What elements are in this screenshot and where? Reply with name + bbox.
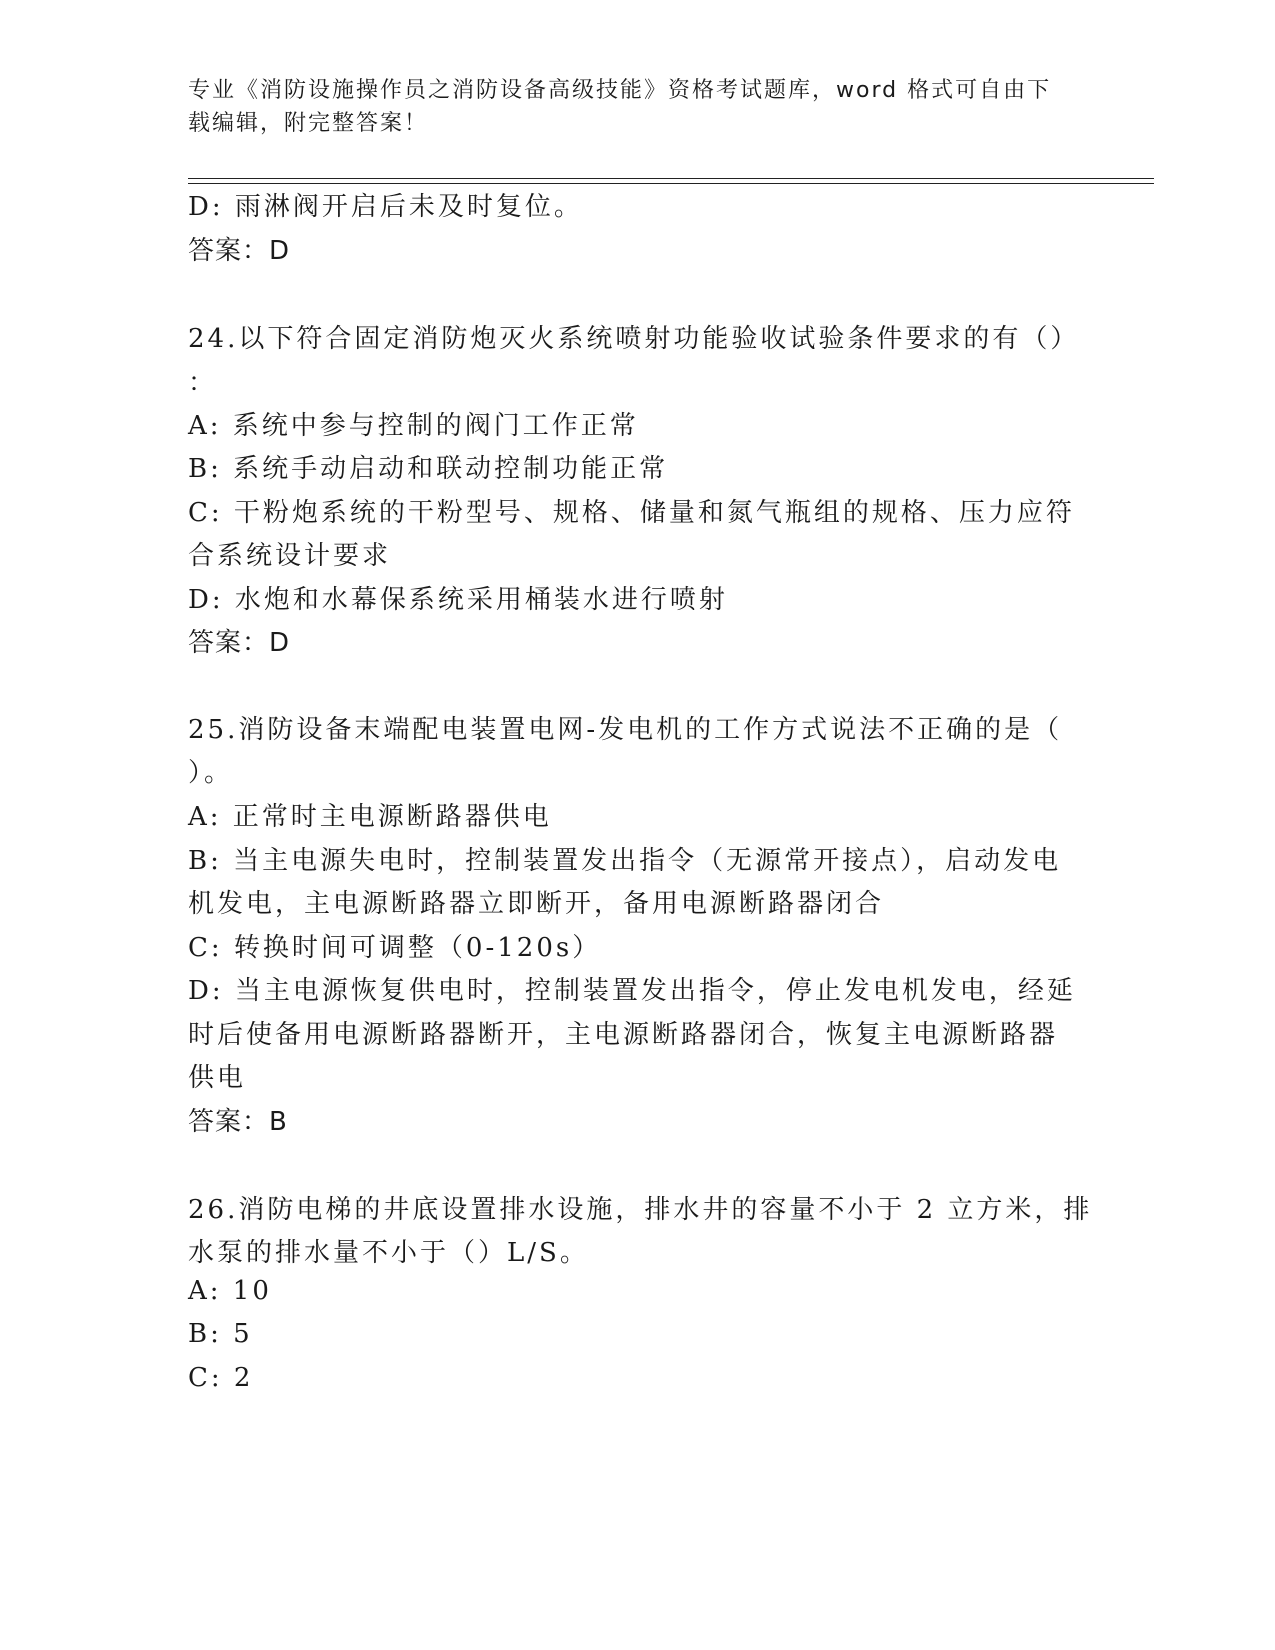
prev-option-d: D: 雨淋阀开启后未及时复位。 [188, 192, 583, 222]
q25-option-d-line-2: 时后使备用电源断路器断开，主电源断路器闭合，恢复主电源断路器 [188, 1020, 1059, 1050]
q24-stem-line-1: 24.以下符合固定消防炮灭火系统喷射功能验收试验条件要求的有（） [188, 324, 1080, 354]
q24-stem-line-2: ： [188, 368, 218, 398]
q25-option-b-line-1: B: 当主电源失电时，控制装置发出指令（无源常开接点），启动发电 [188, 846, 1062, 876]
q25-stem-line-2: ）。 [188, 758, 234, 788]
q24-answer: 答案：D [188, 628, 291, 658]
prev-answer: 答案：D [188, 236, 291, 266]
q26-option-c: C: 2 [188, 1363, 254, 1393]
q26-option-a: A: 10 [188, 1276, 272, 1306]
q25-option-c: C: 转换时间可调整（0-120s） [188, 933, 602, 963]
q24-option-c-line-2: 合系统设计要求 [188, 541, 392, 571]
q25-option-d-line-1: D: 当主电源恢复供电时，控制装置发出指令，停止发电机发电，经延 [188, 976, 1076, 1006]
header-line-2: 载编辑，附完整答案！ [188, 111, 429, 136]
q26-stem-line-1: 26.消防电梯的井底设置排水设施，排水井的容量不小于 2 立方米，排 [188, 1195, 1093, 1225]
q24-option-c-line-1: C: 干粉炮系统的干粉型号、规格、储量和氮气瓶组的规格、压力应符 [188, 498, 1075, 528]
q24-option-d: D: 水炮和水幕保系统采用桶装水进行喷射 [188, 585, 728, 615]
q24-option-a: A: 系统中参与控制的阀门工作正常 [188, 411, 639, 441]
q25-option-a: A: 正常时主电源断路器供电 [188, 802, 552, 832]
q25-stem-line-1: 25.消防设备末端配电装置电网-发电机的工作方式说法不正确的是（ [188, 715, 1063, 745]
q26-stem-line-2: 水泵的排水量不小于（）L/S。 [188, 1238, 589, 1268]
q26-option-b: B: 5 [188, 1319, 253, 1349]
q25-answer: 答案：B [188, 1107, 288, 1137]
q25-option-d-line-3: 供电 [188, 1063, 247, 1093]
q24-option-b: B: 系统手动启动和联动控制功能正常 [188, 454, 669, 484]
header-line-1: 专业《消防设施操作员之消防设备高级技能》资格考试题库，word 格式可自由下 [188, 78, 1052, 103]
document-header [188, 74, 1068, 140]
q25-option-b-line-2: 机发电，主电源断路器立即断开，备用电源断路器闭合 [188, 889, 885, 919]
header-divider-bottom [188, 183, 1154, 184]
header-divider-top [188, 178, 1154, 179]
